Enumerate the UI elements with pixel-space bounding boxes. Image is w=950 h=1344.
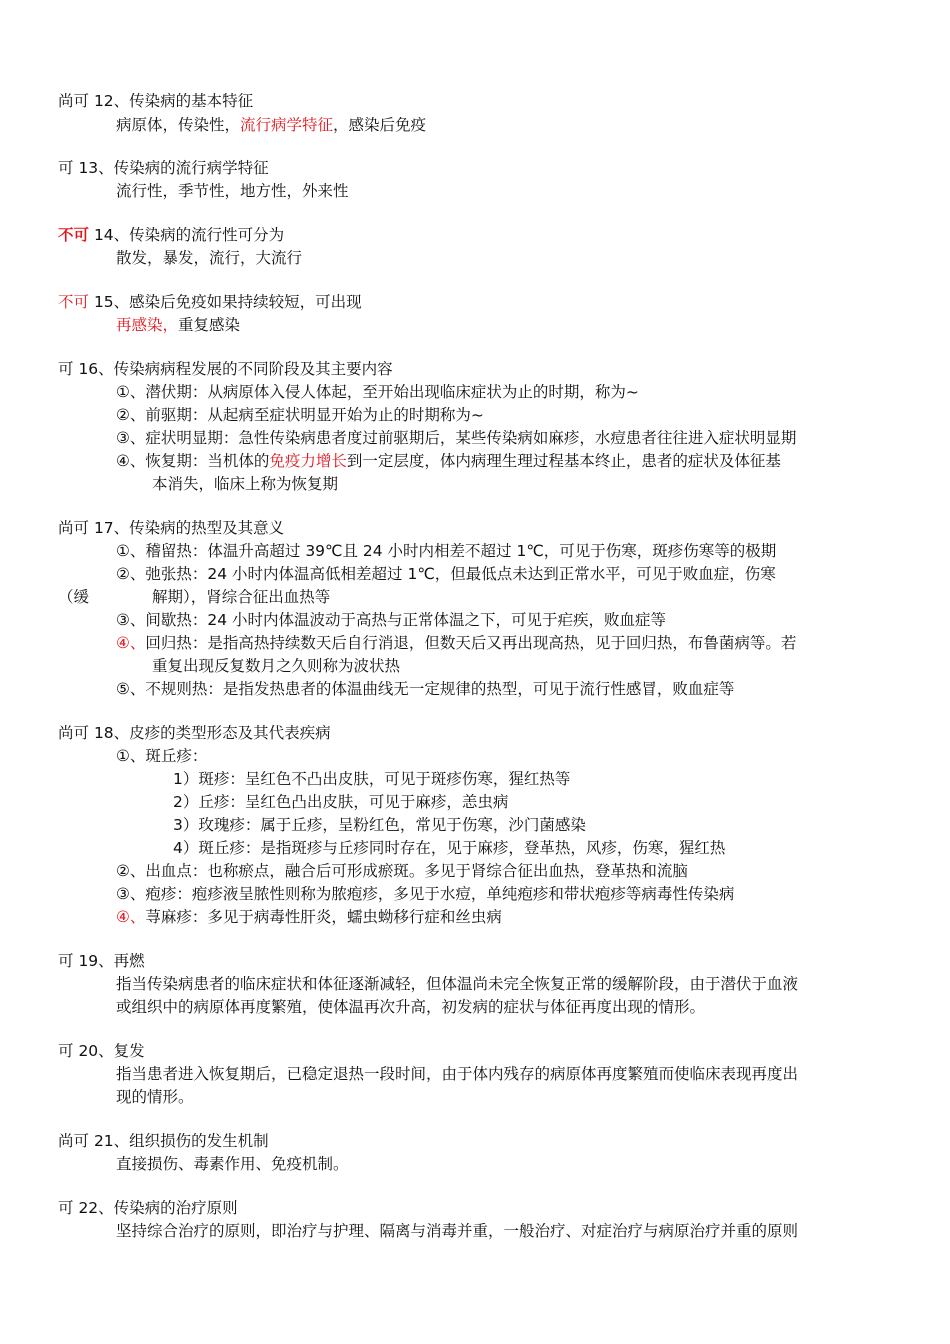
section-21-title: 21、组织损伤的发生机制 [89,1132,269,1150]
highlight-text: ④、 [116,908,146,926]
sub-list-item: 3）玫瑰疹：属于丘疹，呈粉红色，常见于伤寒，沙门菌感染 [173,816,586,834]
section-22-heading [58,1197,238,1219]
section-12-heading [58,90,253,112]
section-17-heading [58,517,284,539]
list-item: ③、疱疹：疱疹液呈脓性则称为脓疱疹，多见于水痘，单纯疱疹和带状疱疹等病毒性传染病 [116,885,735,903]
paragraph-line: 指当传染病患者的临床症状和体征逐渐减轻，但体温尚未完全恢复正常的缓解阶段，由于潜伏于血液 [116,975,799,993]
paragraph-line: 坚持综合治疗的原则，即治疗与护理、隔离与消毒并重，一般治疗、对症治疗与病原治疗并重的原则 [116,1222,799,1240]
list-item: ②、前驱期：从起病至症状明显开始为止的时期称为~ [116,406,484,424]
highlight-text: 免疫力增长 [269,452,347,470]
section-12-answer [116,114,426,136]
answer-text: ④、恢复期：当机体的 [116,452,270,470]
section-18-prefix: 尚可 [58,724,90,742]
section-14-heading [58,224,284,246]
section-20-heading [58,1040,145,1062]
list-item: ⑤、不规则热：是指发热患者的体温曲线无一定规律的热型，可见于流行性感冒，败血症等 [116,680,735,698]
highlight-text: 流行病学特征 [240,116,334,134]
list-item: ②、弛张热：24 小时内体温高低相差超过 1℃，但最低点未达到正常水平，可见于败血症，伤寒 [116,565,776,583]
section-13-heading [58,157,269,179]
answer-text: 荨麻疹：多见于病毒性肝炎，蠕虫蚴移行症和丝虫病 [145,908,502,926]
sub-list-item: 4）斑丘疹：是指斑疹与丘疹同时存在，见于麻疹，登革热，风疹，伤寒，猩红热 [173,839,726,857]
section-22-title: 22、传染病的治疗原则 [73,1199,238,1217]
section-13-prefix: 可 [58,159,74,177]
section-14-prefix: 不可 [58,226,90,244]
section-15-title: 15、感染后免疫如果持续较短，可出现 [89,293,362,311]
section-20-title: 20、复发 [73,1042,145,1060]
paragraph-line: 直接损伤、毒素作用、免疫机制。 [116,1155,349,1173]
section-13-title: 13、传染病的流行病学特征 [73,159,269,177]
sub-list-item: 2）丘疹：呈红色凸出皮肤，可见于麻疹，恙虫病 [173,793,509,811]
section-15-heading [58,291,362,313]
section-17-prefix: 尚可 [58,519,90,537]
side-note: （缓 [58,588,90,606]
section-18-title: 18、皮疹的类型形态及其代表疾病 [89,724,331,742]
section-19-heading [58,950,145,972]
section-14-answer: 散发，暴发，流行，大流行 [116,249,303,267]
section-22-prefix: 可 [58,1199,74,1217]
list-item: ③、间歇热：24 小时内体温波动于高热与正常体温之下，可见于疟疾，败血症等 [116,611,667,629]
section-13-answer: 流行性，季节性，地方性，外来性 [116,182,349,200]
list-item [116,450,781,472]
answer-text: ，感染后免疫 [333,116,427,134]
section-16-heading [58,358,393,380]
section-18-heading [58,722,331,744]
section-15-answer [116,314,240,336]
list-item: ①、稽留热：体温升高超过 39℃且 24 小时内相差不超过 1℃，可见于伤寒，斑疹伤寒等的极期 [116,542,777,560]
section-19-title: 19、再燃 [73,952,145,970]
section-21-heading [58,1130,269,1152]
list-item-continuation: 本消失，临床上称为恢复期 [152,475,339,493]
section-16-prefix: 可 [58,360,74,378]
section-16-title: 16、传染病病程发展的不同阶段及其主要内容 [73,360,393,378]
paragraph-line: 现的情形。 [116,1088,194,1106]
answer-text: 病原体，传染性， [116,116,241,134]
paragraph-line: 或组织中的病原体再度繁殖，使体温再次升高，初发病的症状与体征再度出现的情形。 [116,998,706,1016]
section-15-prefix: 不可 [58,293,90,311]
list-item: ①、斑丘疹： [116,747,208,765]
sub-list-item: 1）斑疹：呈红色不凸出皮肤，可见于斑疹伤寒，猩红热等 [173,770,571,788]
list-item: ②、出血点：也称瘀点，融合后可形成瘀斑。多见于肾综合征出血热，登革热和流脑 [116,862,688,880]
section-12-title: 12、传染病的基本特征 [89,92,254,110]
list-item-continuation: 解期），肾综合征出血热等 [152,588,331,606]
section-14-title: 14、传染病的流行性可分为 [89,226,285,244]
section-17-title: 17、传染病的热型及其意义 [89,519,285,537]
paragraph-line: 指当患者进入恢复期后，已稳定退热一段时间，由于体内残存的病原体再度繁殖而使临床表现再度出 [116,1065,799,1083]
list-item: ①、潜伏期：从病原体入侵人体起，至开始出现临床症状为止的时期，称为~ [116,383,639,401]
highlight-text: 再感染， [116,316,179,334]
list-item [116,906,502,928]
list-item [116,632,796,654]
answer-text: 到一定层度，体内病理生理过程基本终止，患者的症状及体征基 [346,452,781,470]
highlight-text: ④、 [116,634,146,652]
list-item: ③、症状明显期：急性传染病患者度过前驱期后，某些传染病如麻疹，水痘患者往往进入症状明显期 [116,429,797,447]
list-item-continuation: 重复出现反复数月之久则称为波状热 [152,657,401,675]
section-19-prefix: 可 [58,952,74,970]
section-12-prefix: 尚可 [58,92,90,110]
answer-text: 回归热：是指高热持续数天后自行消退，但数天后又再出现高热，见于回归热，布鲁菌病等。若 [145,634,797,652]
section-20-prefix: 可 [58,1042,74,1060]
section-21-prefix: 尚可 [58,1132,90,1150]
answer-text: 重复感染 [178,316,241,334]
